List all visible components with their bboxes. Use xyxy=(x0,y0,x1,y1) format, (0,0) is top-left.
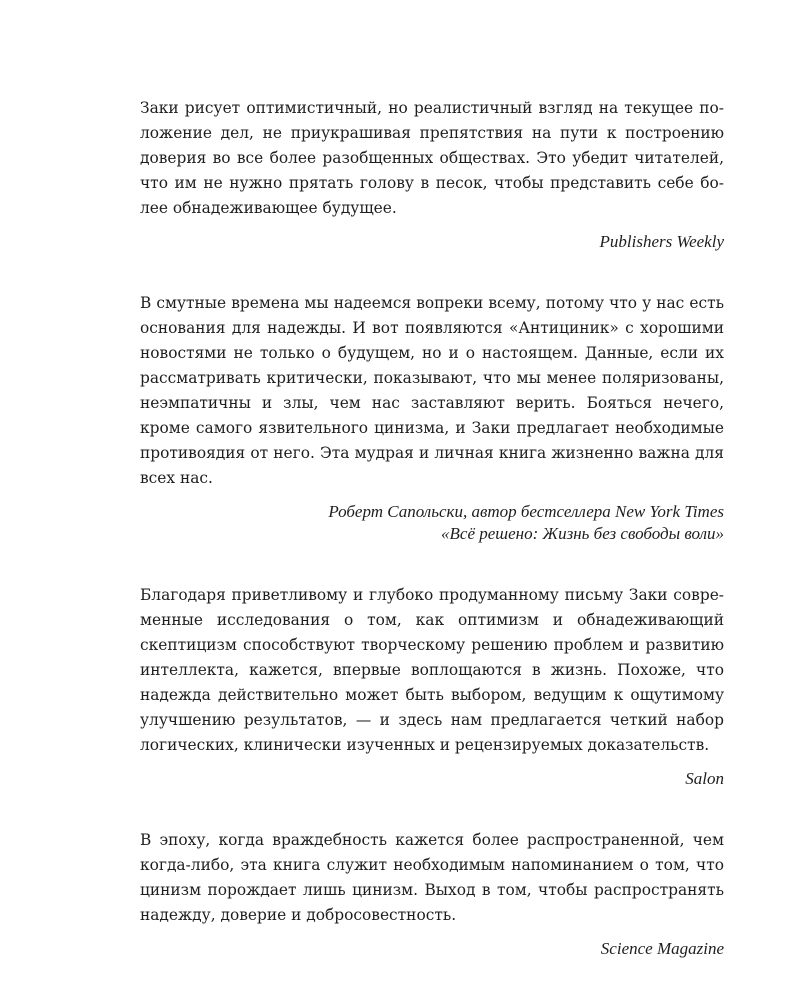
review-source xyxy=(140,231,724,253)
review-source-line: Science Magazine xyxy=(600,939,724,958)
review-text: Заки рисует оптимистичный, но реалистичный взгляд на текущее положение дел, не приукрашивая препятствия на пути к построению доверия во все более разобщенных обществах. Это убедит читателей, что им не нужно прятать голову в песок, чтобы представить себе более обнадеживающее будущее. xyxy=(140,99,724,217)
review-quote xyxy=(140,828,724,960)
review-source-book: «Всё решено: Жизнь без свободы воли» xyxy=(441,524,724,543)
review-source-line: Publishers Weekly xyxy=(599,232,724,251)
review-source-line: Роберт Сапольски, автор бестселлера New York Times xyxy=(328,502,724,521)
reviews-page xyxy=(140,96,724,960)
review-text: Благодаря приветливому и глубоко продуманному письму Заки современные исследования о том, как оптимизм и обнадеживающий скептицизм способствуют творческому решению проблем и развитию интеллекта, кажется, впервые воплощаются в жизнь. Похоже, что надежда действительно может быть выбором, ведущим к ощутимому улучшению результатов, — и здесь нам предлагается четкий набор логических, клинически изученных и рецензируемых доказательств. xyxy=(140,586,724,754)
review-quote xyxy=(140,96,724,253)
review-quote xyxy=(140,291,724,545)
review-text: В смутные времена мы надеемся вопреки всему, потому что у нас есть основания для надежды. И вот появляются «Антициник» с хорошими новостями не только о будущем, но и о настоящем. Данные, если их рассматривать критически, показывают, что мы менее поляризованы, неэмпатичны и злы, чем нас заставляют верить. Бояться нечего, кроме самого язвительного цинизма, и Заки предлагает необходимые противоядия от него. Эта мудрая и личная книга жизненно важна для всех нас. xyxy=(140,294,724,487)
review-text: В эпоху, когда враждебность кажется более распространенной, чем когда-либо, эта книга служит необходимым напоминанием о том, что цинизм порождает лишь цинизм. Выход в том, чтобы распространять надежду, доверие и добросовестность. xyxy=(140,831,724,924)
review-source xyxy=(140,768,724,790)
review-source xyxy=(140,938,724,960)
review-source xyxy=(140,501,724,545)
review-source-line: Salon xyxy=(685,769,724,788)
review-quote xyxy=(140,583,724,790)
